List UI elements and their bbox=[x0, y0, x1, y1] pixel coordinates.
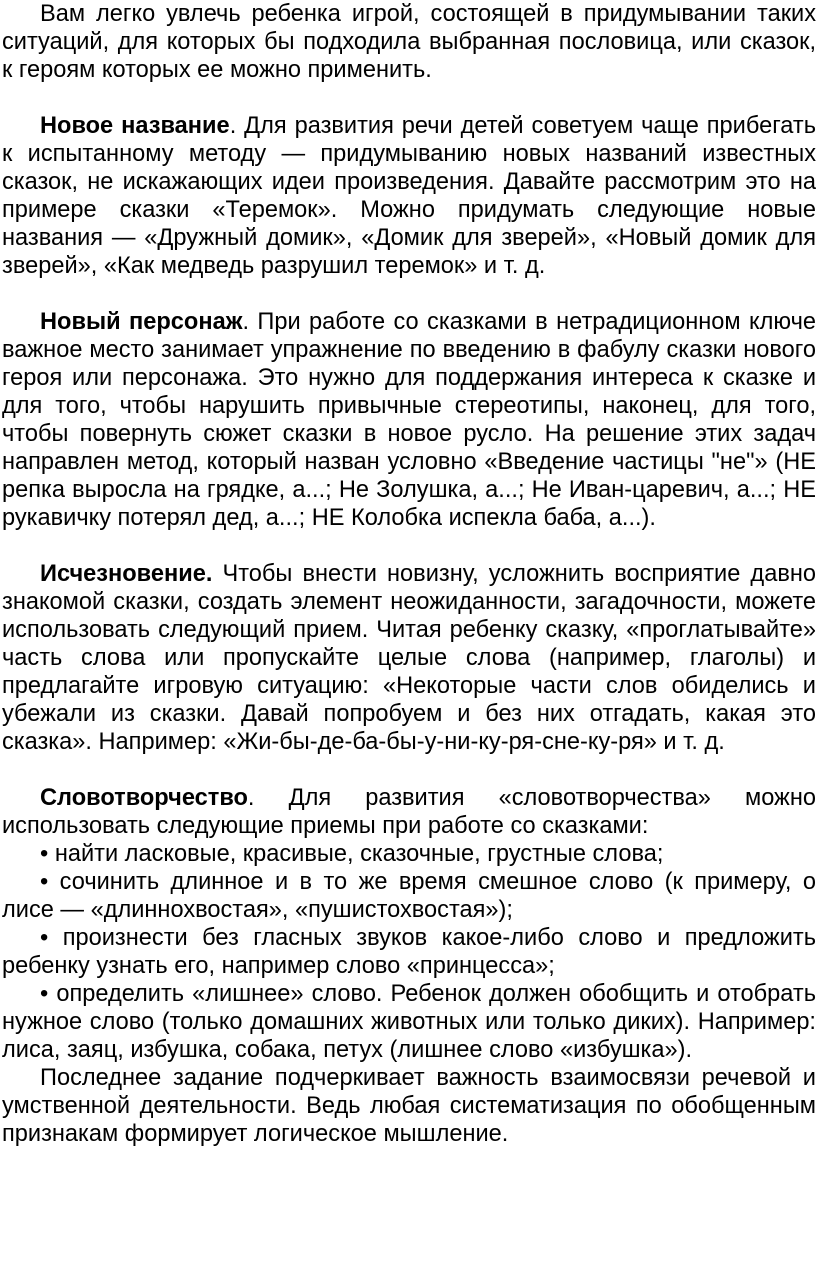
new-character-paragraph bbox=[2, 308, 816, 532]
new-title-heading: Новое название bbox=[40, 113, 230, 139]
word-creation-paragraph bbox=[2, 784, 816, 840]
new-character-text: . При работе со сказками в нетрадиционном ключе важное место занимает упражнение по введению в фабулу сказки нового героя или персонажа. Это нужно для поддержания интереса к сказке и для того, чтобы нарушить привычные стереотипы, наконец, для того, чтобы повернуть сюжет сказки в новое русло. На решение этих задач направлен метод, который назван условно «Введение частицы "не"» (НЕ репка выросла на грядке, а...; Не Золушка, а...; Не Иван-царевич, а...; НЕ рукавичку потерял дед, а...; НЕ Колобка испекла баба, а...). bbox=[2, 309, 816, 531]
new-title-paragraph bbox=[2, 112, 816, 280]
paragraph-spacer bbox=[2, 280, 816, 308]
bullet-item: • сочинить длинное и в то же время смешное слово (к примеру, о лисе — «длиннохвостая», «пушистохвостая»); bbox=[2, 869, 816, 923]
intro-paragraph: Вам легко увлечь ребенка игрой, состоящей в придумывании таких ситуаций, для которых бы подходила выбранная пословица, или сказок, к героям которых ее можно применить. bbox=[2, 1, 816, 83]
bullet-item: • определить «лишнее» слово. Ребенок должен обобщить и отобрать нужное слово (только домашних животных или только диких). Например: лиса, заяц, избушка, собака, петух (лишнее слово «избушка»). bbox=[2, 981, 816, 1063]
word-creation-heading: Словотворчество bbox=[40, 785, 248, 811]
new-title-text: . Для развития речи детей советуем чаще прибегать к испытанному методу — придумыванию новых названий известных сказок, не искажающих идеи произведения. Давайте рассмотрим это на примере сказки «Теремок». Можно придумать следующие новые названия — «Дружный домик», «Домик для зверей», «Новый домик для зверей», «Как медведь разрушил теремок» и т. д. bbox=[2, 113, 816, 279]
word-creation-text: . Для развития «словотворчества» можно использовать следующие приемы при работе со сказками: bbox=[2, 785, 816, 839]
paragraph-spacer bbox=[2, 532, 816, 560]
disappearance-text: Чтобы внести новизну, усложнить восприятие давно знакомой сказки, создать элемент неожиданности, загадочности, можете использовать следующий прием. Читая ребенку сказку, «проглатывайте» часть слова или пропускайте целые слова (например, глаголы) и предлагайте игровую ситуацию: «Некоторые части слов обиделись и убежали из сказки. Давай попробуем и без них отгадать, какая это сказка». Например: «Жи-бы-де-ба-бы-у-ни-ку-ря-сне-ку-ря» и т. д. bbox=[2, 561, 816, 755]
disappearance-paragraph bbox=[2, 560, 816, 756]
new-character-heading: Новый персонаж bbox=[40, 309, 243, 335]
paragraph-spacer bbox=[2, 756, 816, 784]
paragraph-spacer bbox=[2, 84, 816, 112]
bullet-item: • найти ласковые, красивые, сказочные, грустные слова; bbox=[40, 841, 664, 867]
bullet-item: • произнести без гласных звуков какое-либо слово и предложить ребенку узнать его, например слово «принцесса»; bbox=[2, 925, 816, 979]
closing-paragraph: Последнее задание подчеркивает важность взаимосвязи речевой и умственной деятельности. Ведь любая систематизация по обобщенным признакам формирует логическое мышление. bbox=[2, 1065, 816, 1147]
disappearance-heading: Исчезновение. bbox=[40, 561, 213, 587]
